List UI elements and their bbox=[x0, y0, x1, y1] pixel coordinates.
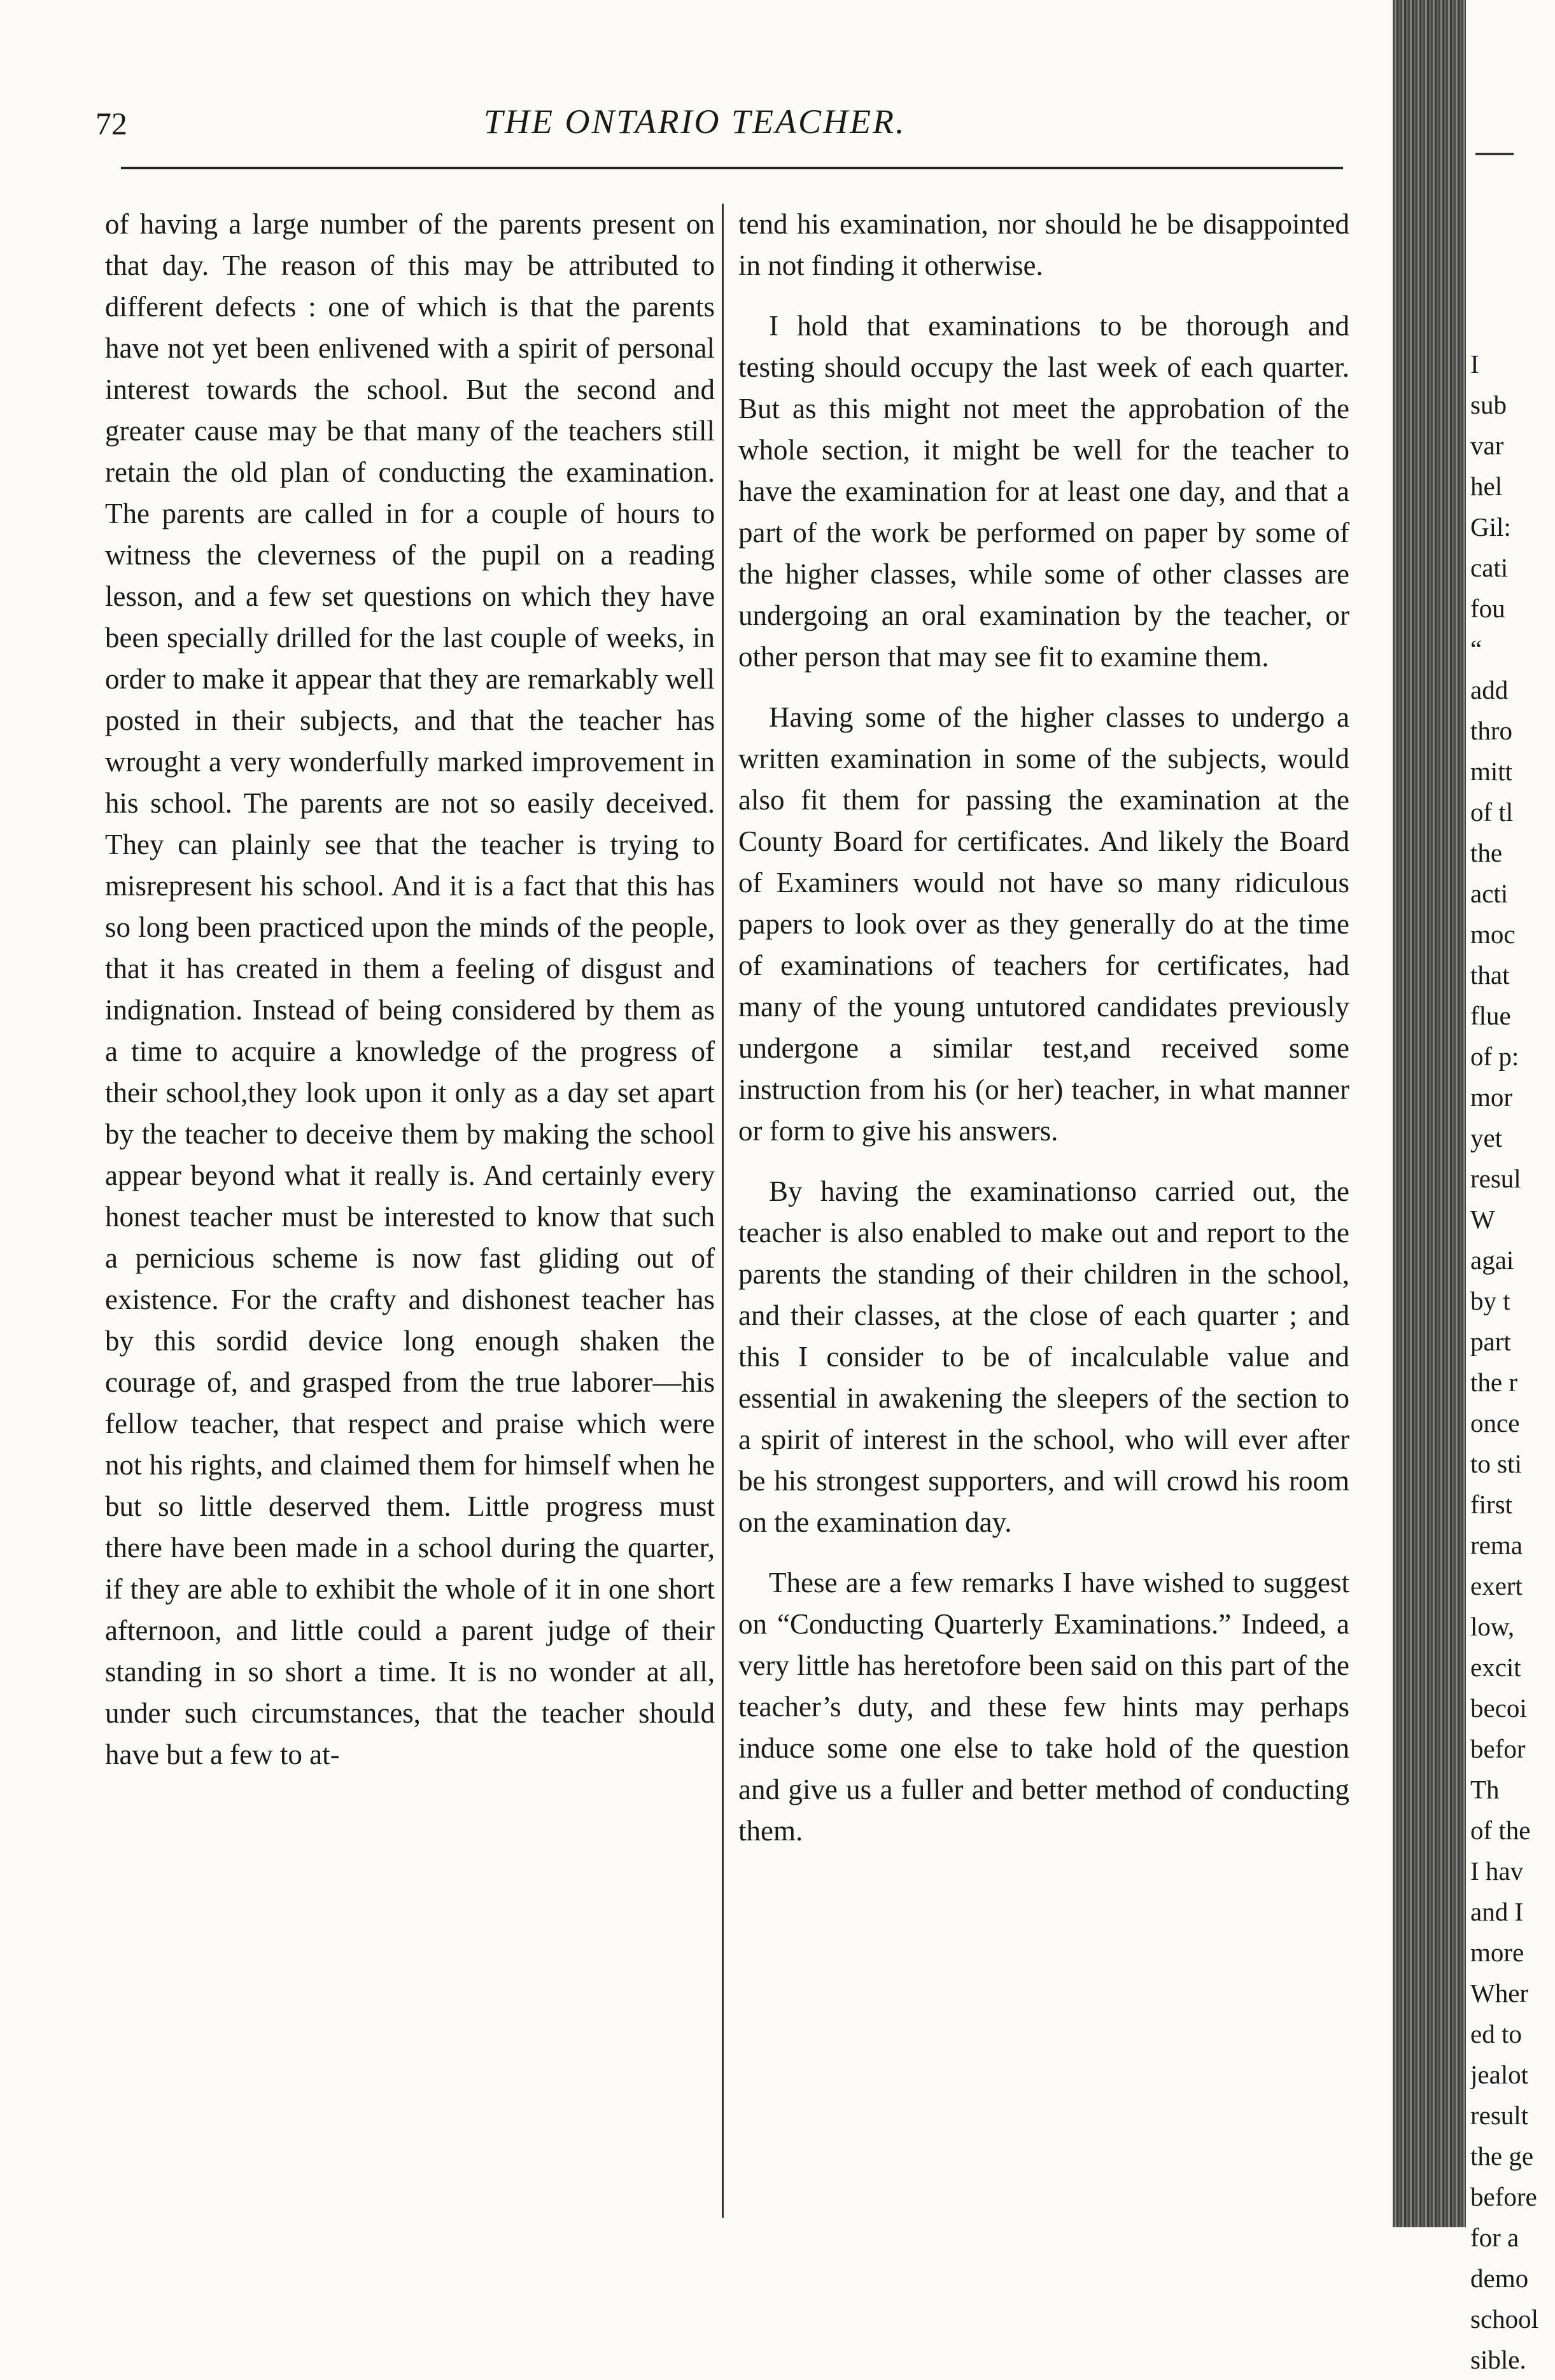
facing-page-line: thro bbox=[1470, 716, 1513, 745]
facing-page-line: Gil: bbox=[1470, 512, 1511, 542]
facing-page-line: I hav bbox=[1470, 1856, 1524, 1886]
facing-page-rule bbox=[1475, 153, 1514, 155]
facing-page-line: rema bbox=[1470, 1530, 1523, 1560]
running-title: THE ONTARIO TEACHER. bbox=[484, 102, 906, 141]
facing-page-line: resul bbox=[1470, 1164, 1521, 1193]
right-column bbox=[738, 204, 1349, 1871]
facing-page-line: sub bbox=[1470, 390, 1507, 419]
facing-page-line: of p: bbox=[1470, 1042, 1519, 1071]
facing-page-line: befor bbox=[1470, 1734, 1526, 1763]
facing-page-line: school bbox=[1470, 2304, 1539, 2334]
paragraph: I hold that examinations to be thorough and testing should occupy the last week of each quarter. But as this might not meet the approbation of the whole section, it might be well for the teacher to have the examination for at least one day, and that a part of the work be performed on paper by some of the higher classes, while some of other classes are undergoing an oral examination by the teacher, or other person that may see fit to examine them. bbox=[738, 310, 1349, 673]
facing-page-line: excit bbox=[1470, 1653, 1521, 1682]
facing-page-line: ed to bbox=[1470, 2019, 1522, 2048]
facing-page-line: before bbox=[1470, 2182, 1537, 2211]
facing-page-line: to sti bbox=[1470, 1449, 1522, 1478]
facing-page-line: moc bbox=[1470, 920, 1516, 949]
facing-page-line: sible. bbox=[1470, 2345, 1526, 2374]
facing-page-line: once bbox=[1470, 1408, 1520, 1438]
paragraph: tend his examination, nor should he be disappointed in not finding it otherwise. bbox=[738, 208, 1349, 281]
facing-page-line: jealot bbox=[1470, 2060, 1529, 2089]
facing-page-line: of the bbox=[1470, 1816, 1531, 1845]
page-number: 72 bbox=[95, 106, 127, 141]
facing-page-line: result bbox=[1470, 2101, 1529, 2130]
facing-page-line: cati bbox=[1470, 553, 1509, 582]
facing-page-line: low, bbox=[1470, 1612, 1515, 1641]
left-column-text: of having a large number of the parents present on that day. The reason of this may be attributed to different defects : one of which is that the parents have not yet been enlivened with a spirit of personal interest towards the school. But the second and greater cause may be that many of the teachers still retain the old plan of conducting the examination. The parents are called in for a couple of hours to witness the cleverness of the pupil on a reading lesson, and a few set questions on which they have been specially drilled for the last couple of weeks, in order to make it appear that they are remarkably well posted in their subjects, and that the teacher has wrought a very wonderfully marked improvement in his school. The parents are not so easily deceived. They can plainly see that the teacher is trying to misrepresent his school. And it is a fact that this has so long been practiced upon the minds of the people, that it has created in them a feeling of disgust and indignation. Instead of being considered by them as a time to acquire a knowledge of the progress of their school,they look upon it only as a day set apart by the teacher to deceive them by making the school appear beyond what it really is. And certainly every honest teacher must be interested to know that such a pernicious scheme is now fast gliding out of existence. For the crafty and dishonest teacher has by this sordid device long enough shaken the courage of, and grasped from the true laborer—his fellow teacher, that respect and praise which were not his rights, and claimed them for himself when he but so little deserved them. Little progress must there have been made in a school during the quarter, if they are able to exhibit the whole of it in one short afternoon, and little could a parent judge of their standing in so short a time. It is no wonder at all, under such circumstances, that the teacher should have but a few to at- bbox=[105, 208, 715, 1770]
facing-page-line: yet bbox=[1470, 1123, 1503, 1152]
facing-page-line: add bbox=[1470, 675, 1509, 704]
left-column bbox=[105, 204, 715, 1775]
facing-page-line: first bbox=[1470, 1490, 1513, 1519]
facing-page-line: mitt bbox=[1470, 757, 1513, 786]
facing-page-line: acti bbox=[1470, 879, 1509, 908]
facing-page-line: that bbox=[1470, 960, 1510, 990]
facing-page-line: by t bbox=[1470, 1286, 1510, 1315]
facing-page-line: fou bbox=[1470, 594, 1505, 623]
facing-page-line: agai bbox=[1470, 1245, 1514, 1275]
facing-page-line: of tl bbox=[1470, 797, 1514, 827]
paragraph: These are a few remarks I have wished to suggest on “Conducting Quarterly Examinations.” Indeed, a very little has heretofore been said on this part of the teacher’s duty, and these few hints may perhaps induce some one else to take hold of the question and give us a fuller and better method of conducting them. bbox=[738, 1567, 1349, 1847]
facing-page-line: demo bbox=[1470, 2264, 1529, 2293]
paragraph: Having some of the higher classes to undergo a written examination in some of the subjects, would also fit them for passing the examination at the County Board for certificates. And likely the Board of Examiners would not have so many ridiculous papers to look over as they generally do at the time of examinations of teachers for certificates, had many of the young untutored candidates previously undergone a similar test,and received some instruction from his (or her) teacher, in what manner or form to give his answers. bbox=[738, 701, 1349, 1147]
facing-page-line: var bbox=[1470, 431, 1504, 460]
paragraph: By having the examinationso carried out, the teacher is also enabled to make out and report to the parents the standing of their children in the school, and their classes, at the close of each quarter ; and this I consider to be of incalculable value and essential in awakening the sleepers of the section to a spirit of interest in the school, who will ever after be his strongest supporters, and will crowd his room on the examination day. bbox=[738, 1175, 1349, 1538]
facing-page-line: the r bbox=[1470, 1368, 1517, 1397]
facing-page-line: for a bbox=[1470, 2223, 1519, 2252]
facing-page-line: flue bbox=[1470, 1001, 1511, 1030]
facing-page-line: more bbox=[1470, 1938, 1524, 1967]
facing-page-line: Wher bbox=[1470, 1978, 1529, 2008]
facing-page-line: mor bbox=[1470, 1082, 1513, 1112]
column-divider bbox=[722, 204, 724, 2218]
book-binding-gutter bbox=[1393, 0, 1466, 2227]
facing-page-line: the ge bbox=[1470, 2141, 1534, 2171]
header-rule bbox=[121, 167, 1343, 169]
facing-page-line: the bbox=[1470, 838, 1503, 867]
facing-page-line: “ bbox=[1470, 634, 1482, 664]
facing-page-line: part bbox=[1470, 1327, 1511, 1356]
facing-page-line: exert bbox=[1470, 1571, 1523, 1600]
facing-page-line: I bbox=[1470, 349, 1479, 379]
facing-page-line: hel bbox=[1470, 472, 1503, 501]
facing-page-line: Th bbox=[1470, 1775, 1500, 1804]
facing-page-line: becoi bbox=[1470, 1693, 1527, 1723]
facing-page-line: W bbox=[1470, 1205, 1495, 1234]
facing-page-fragments bbox=[1470, 344, 1555, 2380]
facing-page-line: and I bbox=[1470, 1897, 1524, 1926]
